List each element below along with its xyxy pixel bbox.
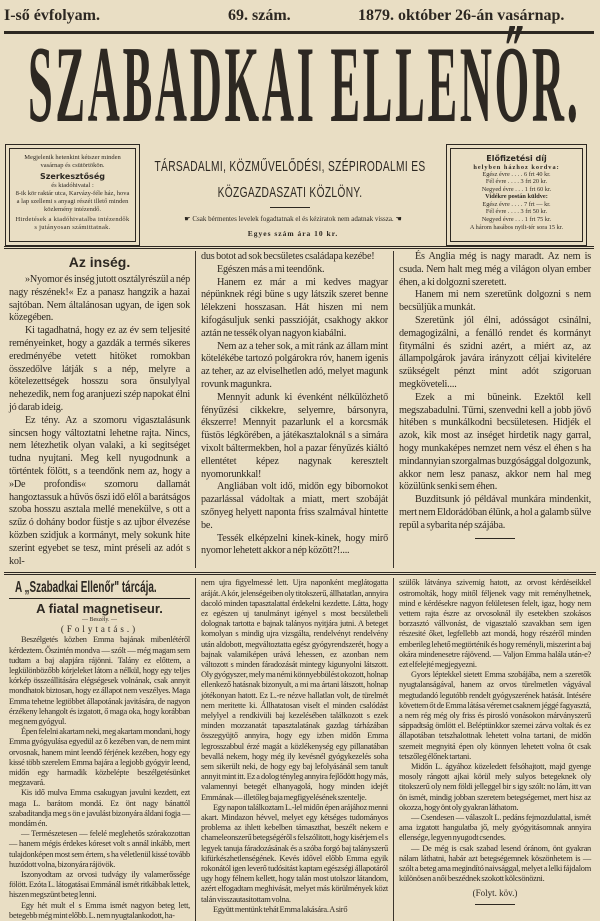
pointing-hand-icon: ☚ (393, 215, 402, 223)
story-paragraph: Iszonyodtam az orvosi tudvágy ily valamerőssége fölött. Ezóta L. látogatásai Emmánál ismét ritkábbak lettek, hiszen megszünt beteg lenni. (9, 870, 190, 900)
subtitle-line-1: TÁRSADALMI, KÖZMŰVELŐDÉSI, SZÉPIRODALMI ES (154, 158, 426, 175)
price-row: Fél évre . . . . 3 frt 50 kr. (485, 208, 548, 216)
story-paragraph: — Csendesen — válaszolt L. pedáns fejmozdulattal, ismét ama izgatott hangulatba jő, mely gyógyitásomnak annyira ellensége, legyen nyugodt csendes. (399, 813, 591, 843)
issue-number: 69. szám. (228, 7, 291, 24)
story-genre: — Beszély. — (81, 617, 118, 624)
feuilleton-column-3 (393, 578, 596, 921)
subtitle-rule (270, 207, 310, 208)
section-rule (4, 572, 596, 575)
article-section (4, 251, 596, 568)
to-be-continued: (Folyt. köv.) (472, 888, 518, 899)
story-paragraph: — Természetesen — felelé meglehetős szórakozottan — hanem mégis érdekes kóreset volt s annál inkább, mert tulajdonképen most sem értem, s ha véletlenül kissé tovább huzódott volna, bizonyára rájövök. (9, 829, 190, 869)
price-row: Negyed évre . . . 1 frt 75 kr. (481, 215, 552, 223)
story-paragraph: Egy hét mult el s Emma ismét nagyon beteg lett, betegebb még mint előbb. L. nem nyugtalankodott, ha- (9, 900, 190, 920)
volume-label: I-ső évfolyam. (4, 7, 100, 24)
price-row: Egész évre . . . . 7 frt — kr. (482, 200, 551, 208)
article-paragraph: »Nyomor és inség jutott osztályrészül a nép nagy részének!« Ez a panasz hangzik a hazai sajtóban. Nem általánosan ugyan, de igen sok közegében. (9, 274, 190, 324)
story-paragraph: Épen felelni akartam neki, meg akartam mondani, hogy Emma gyógyulása egyedül az ő kezében van, de nem mint orvosnak, hanem mint leendő férjének kezében, hogy egy kissé több szerelem Emma bajára a legjobb gyógyir leend, midőn egy harmadik közbelépte beszélgetésünket megzavará. (9, 727, 190, 788)
feuilleton-column-1 (4, 578, 195, 921)
pointing-hand-icon: ☛ (184, 215, 193, 223)
article-paragraph: Szeretünk jól élni, adósságot csinálni, demagogizálni, a fenálló rendet és kormányt fitymálni és szidni azért, a miért az, az állampolgárok javára irányzott céljai kivitelére szükségelt pénzt mint adót szigoruan megköveteli.... (399, 314, 591, 390)
article-paragraph: dus botot ad sok becsületes családapa kezébe! (201, 251, 375, 262)
story-paragraph: Kis idő mulva Emma csakugyan javulni kezdett, ezt maga L. barátom mondá. Ez önt nagy bánattól szabaditandja meg s ön e javulást bizonyára áldani fogja — mondám én. (9, 788, 190, 828)
article-end-rule (475, 538, 515, 539)
issue-date: 1879. október 26-án vasárnap. (358, 7, 565, 24)
article-paragraph: Ezek a mi büneink. Ezektől kell megszabadulni. Tűrni, szenvedni kell a jobb jövő hitében s munkálkodni becsületesen. Hidjék el azok, kik most az inséget hirdetik nagy garral, hogy munkaképes nemzet nem vész el éhen s ha mindannyian szorgalmas buzgósággal dolgozunk, akkor nem lesz panasz, akkor nem hal meg közülünk senki sem éhen. (399, 391, 591, 493)
article-paragraph: Hanem ez már a mi kedves magyar népünknek régi büne s ugy látszik szeret benne lélekzeni hosszasan. Hát hiszen mi nem kifogásuljuk senki passzióját, csakhogy akkor aztán ne tessék olyan nagyon kiabálni. (201, 276, 388, 339)
feuilleton-rule (9, 598, 190, 599)
masthead-rule (4, 246, 594, 249)
article-paragraph: Ki tagadhatná, hogy ez az év sem teljesité reményeinket, hogy a gazdák a termés sikeres eredményébe vetett hitöket romokban összedőlve látják s a nép, melyre a kötelezettségek hosszu sora önsulylyal nehezedik, nem fog aranjuezi szép napokat élni jó darab ideig. (9, 325, 190, 413)
publication-schedule: Megjelenik hetenkint kétszer minden vasárnap és csütörtökön. (24, 154, 121, 170)
story-paragraph: Midőn L. ágyához közeledett felsóhajtott, majd gyenge mosoly rángott ajkai körül mely sulyos betegeknek oly titokszerű oly nem földi jelleggel bir s igy szólt: no lám, itt van ön ismét, mindig jobban szeretem betegségemet, mert hisz az okozza, hogy önt oly gyakran láthatom. (399, 761, 591, 812)
story-paragraph: szülők látványa szivemig hatott, az orvost kérdéseikkel ostromolták, hogy mitől féljenek vagy mit reménylhetnek, mind e kérdésekre nagyon felületesen felelt, igaz, hogy nem vettem rajta észre az orvosoknál ily esetekben szokásos borzasztó vállvonást, de vigasztaló szavakban sem igen részesité őket, legfellebb azt mondá, hogy részéről minden emberileg lehető megtörténik és hogy reményli, miszerint a baj okára mindenesetre rájövend. — Valjon Emma halála után-e? ezt elfelejté megjegyezni. (399, 578, 591, 669)
submission-notice: ☛ Csak bérmentes levelek fogadtatnak el és kéziratok nem adatnak vissza. ☚ (184, 215, 402, 223)
price-row: Negyed évre . . . 1 frt 60 kr. (481, 185, 552, 193)
story-paragraph: nem ujra figyelmessé lett. Ujra naponként meglátogatta aráját. A kór, jelenségeiben oly titokszerű, állhatatlan, annyira dacoló minden tapasztalattal érdekelni kezdette. Látta, hogy ez egészen uj tanulmányt igényel s most becsületbeli dolognak tartotta e bajnak talányos nyitjára jutni. A beteget komolyan s mindig ujra vizsgálta, rendelvényt rendelvény után aldobott, megváltoztatta egész gyógyrendszerét, hogy a bajnak valamiképen urává lehessen, ez azonban nem változott s minden fáradozását mintegy kigunyolni látszott. Oly gyógyszer, mely ma némi könnyebbülést okozott, holnap ellenkező hatásnak bizonyult, a mi ma ártani látszott, holnap jótékonyan hatott. Ez L.-re nézve hallatlan volt, de türelmét nem meritette ki. Állhatatosan viselt el minden csalódást melylyel a rendkivüli baj kezelésében találkozott s ezek minden mozzanatát tapasztalatának gazdag tárházában összegyüjtő annyira, hogy egy izben midőn Emma legrosszabbul érzé magát a közlékenység egy pillanatában bevallá nekem, hogy még ily kevésnél gyógykezelés soha sem sikerült neki, de hogy egy baj lefolyásánál sem tanult annyit mint itt. Ez a dolog tényleg annyira fejlődött hogy más, valamennyi betegét elhanyagolá, hogy minden idejét Emmának — illetőleg baja megfigyelésének szentelje. (201, 578, 388, 802)
editorial-heading: Szerkesztőség (40, 172, 105, 182)
story-title: A fiatal magnetiseur. (36, 601, 163, 617)
article-paragraph: Ez tény. Az a szomoru vigasztalásunk sincsen hogy változtatni lehetne rajta. Nincs, nem létezhetik olyan valaki, a ki segitséget tudna nyujtani. Meg kell nyugodnunk a történtek fölött, s a teendőnk nem az, hogy a »De profondis« szomoru dallamát hangoztassuk a hűvös őszi idő elől a barátságos szoba hosszu asztala mellé menekülve, s ott a szűz ó dohány bodor füstje s az ujbor élvezése közben szidjuk a kormányt, mely sokunk hite szerint egyebet se tesz, mint préseli az adót s kol- (9, 414, 190, 567)
editorial-address: 8-ik kör raktár utca, Karvázy-féle ház, hova a lap szellemi s anyagi részét illető minden közlemény intézendő. (15, 189, 130, 214)
story-paragraph: — De még is csak szabad lesend óránom, önt gyakran nálam láthatni, habár azt betegségemnek köszönhetem is — szólt a beteg ama megindító naivsággal, melyet a lelki fájdalom különösen a női beszédnek szokott kölcsönözni. (399, 843, 591, 884)
article-title: Az inség. (68, 254, 131, 270)
newspaper-title: SZABADKAI ELLENŐR. (28, 23, 581, 145)
publication-info-box (9, 148, 136, 242)
subscription-heading: Előfizetési díj (486, 154, 547, 163)
end-rule (475, 904, 515, 905)
subtitle-line-2: KÖZGAZDASZATI KÖZLÖNY. (217, 184, 363, 201)
article-paragraph: Mennyit adunk ki évenként nélkülözhető fényűzési cikkekre, selyemre, bársonyra, ékszerre! Mennyit pazarlunk el a korcsmák füstös légkörében, a játékasztaloknál s a simára vixolt báltermekben, hol a pazar fényűzés kiáltó ellentétet képez nagynak keresztelt nyomorunkkal! (201, 391, 388, 480)
single-issue-price: Egyes szám ára 10 kr. (247, 229, 339, 238)
feuilleton-section (4, 578, 596, 921)
local-delivery-label: helyben házhoz kordva: (473, 163, 560, 171)
postal-delivery-label: Vidékre postán küldve: (485, 193, 548, 201)
article-column-2 (195, 251, 393, 568)
article-paragraph: Egészen más a mi teendőnk. (217, 263, 325, 275)
article-paragraph: És Anglia még is nagy maradt. Az nem is csuda. Nem halt meg még a világon olyan ember éhen, a ki dolgozni szeretett. (399, 251, 591, 288)
ads-notice: Hirdetések a kiadóhivatalba intézendők s jutányosan számittatnak. (15, 216, 130, 232)
page-body (4, 251, 596, 921)
feuilleton-section-title: A „Szabadkai Ellenőr" tárcája. (15, 579, 157, 597)
subscription-box (450, 148, 583, 242)
story-paragraph: Egy napon találkoztam L.-lel midőn épen arájához menni akart. Mindazon hévvel, melyet egy kétséges tudományos problema az ihlett kebelben támaszthat, beszélt nekem e chameleonszerű betegségéről s felszólitott, hogy kisérjem el s legyek tanuja fáradozásának és a szóba forgó baj talányszerű kifürkészhetlenségének. Kevés idővel előbb Emma egyik rokonától igen leverő tudósitást kaptam egészségi állapotáról ugy hogy félnem kellett, hogy talán most utolszor látandom, azért elfogadtam meghivását, melyet más körülmények közt talán visszautasitottam volna. (201, 802, 388, 904)
article-paragraph: Tessék elképzelni kinek-kinek, hogy mirő nyomor lehetett akkor a nép között?!.... (201, 532, 388, 557)
article-paragraph: Nem az a teher sok, a mit ránk az állam mint kötelékébe tartozó polgárokra róv, hanem igenis az teher, az az elviselhetlen adó, melyet magunk rovunk magunkra. (201, 340, 388, 390)
price-row: Egész évre . . . . 6 frt 40 kr. (482, 171, 551, 179)
article-column-1 (4, 251, 195, 568)
price-row: Fél évre . . . . 3 frt 20 kr. (485, 178, 548, 186)
story-paragraph: Gyors léptekkel sietett Emma szobájába, nem a szeretők nyugtalanságával, hanem az orvos türelmetlen vágyával megtudandó legutóbb rendelt gyógyszerének hatását. Intésére követtem őt de Emma látása véremet csaknem jéggé fagyasztá, a nem rég még oly friss és pirosló vonásokon márványszerű sáppadtság ömlött el. Beléptünkkor szemei zárva voltak és ez állapotában tetszhalottnak lehetett volna tartani, de midőn szemeit megnyitá épen oly könnyen lehetett volna őt csak tetszőleg élőnek tartani. (399, 670, 591, 761)
article-paragraph: Hanem mi nem szeretünk dolgozni s nem becsüljük a munkát. (399, 289, 591, 314)
article-paragraph: Buzditsunk jó példával munkára mindenkit, mert nem Eldorádóban élünk, a hol a galamb sülve repül a sybarita nép szájába. (399, 494, 591, 531)
open-space-price: A három hasábos nyilt-tér sora 15 kr. (469, 223, 564, 231)
story-paragraph: Együtt mentünk tehát Emma lakására. A sirő (213, 904, 348, 914)
continuation-label: (Folytatás.) (60, 624, 139, 635)
story-paragraph: Beszélgetés közben Emma bajának mibenlétéről kérdeztem. Őszintén mondva — szólt — még magam sem tudtam a baj alapjára rájönni. Talány ez előttem, a legkülönbözőbb kórjeleket látom a nélkül, hogy egy teljes kórkép összeállitására elégségesek volnának, csak annyit mondhatok biztosan, hogy ez állapot nem veszélyes. Maga Emma tehetne legtöbbet állapotának javitására, de nagyon érzékeny lehangolt és izgatott, ő maga oka, hogy korábban meg nem gyógyul. (9, 635, 190, 726)
article-paragraph: Angliában volt idő, midőn egy bibornokot pazarlással vádoltak a miatt, mert szobáját szőnyeg helyett naponta friss szalmával hintette be. (201, 481, 388, 531)
editorial-subheading: és kiadóhivatal : (51, 181, 94, 189)
feuilleton-column-2 (195, 578, 393, 921)
article-column-3 (393, 251, 596, 568)
